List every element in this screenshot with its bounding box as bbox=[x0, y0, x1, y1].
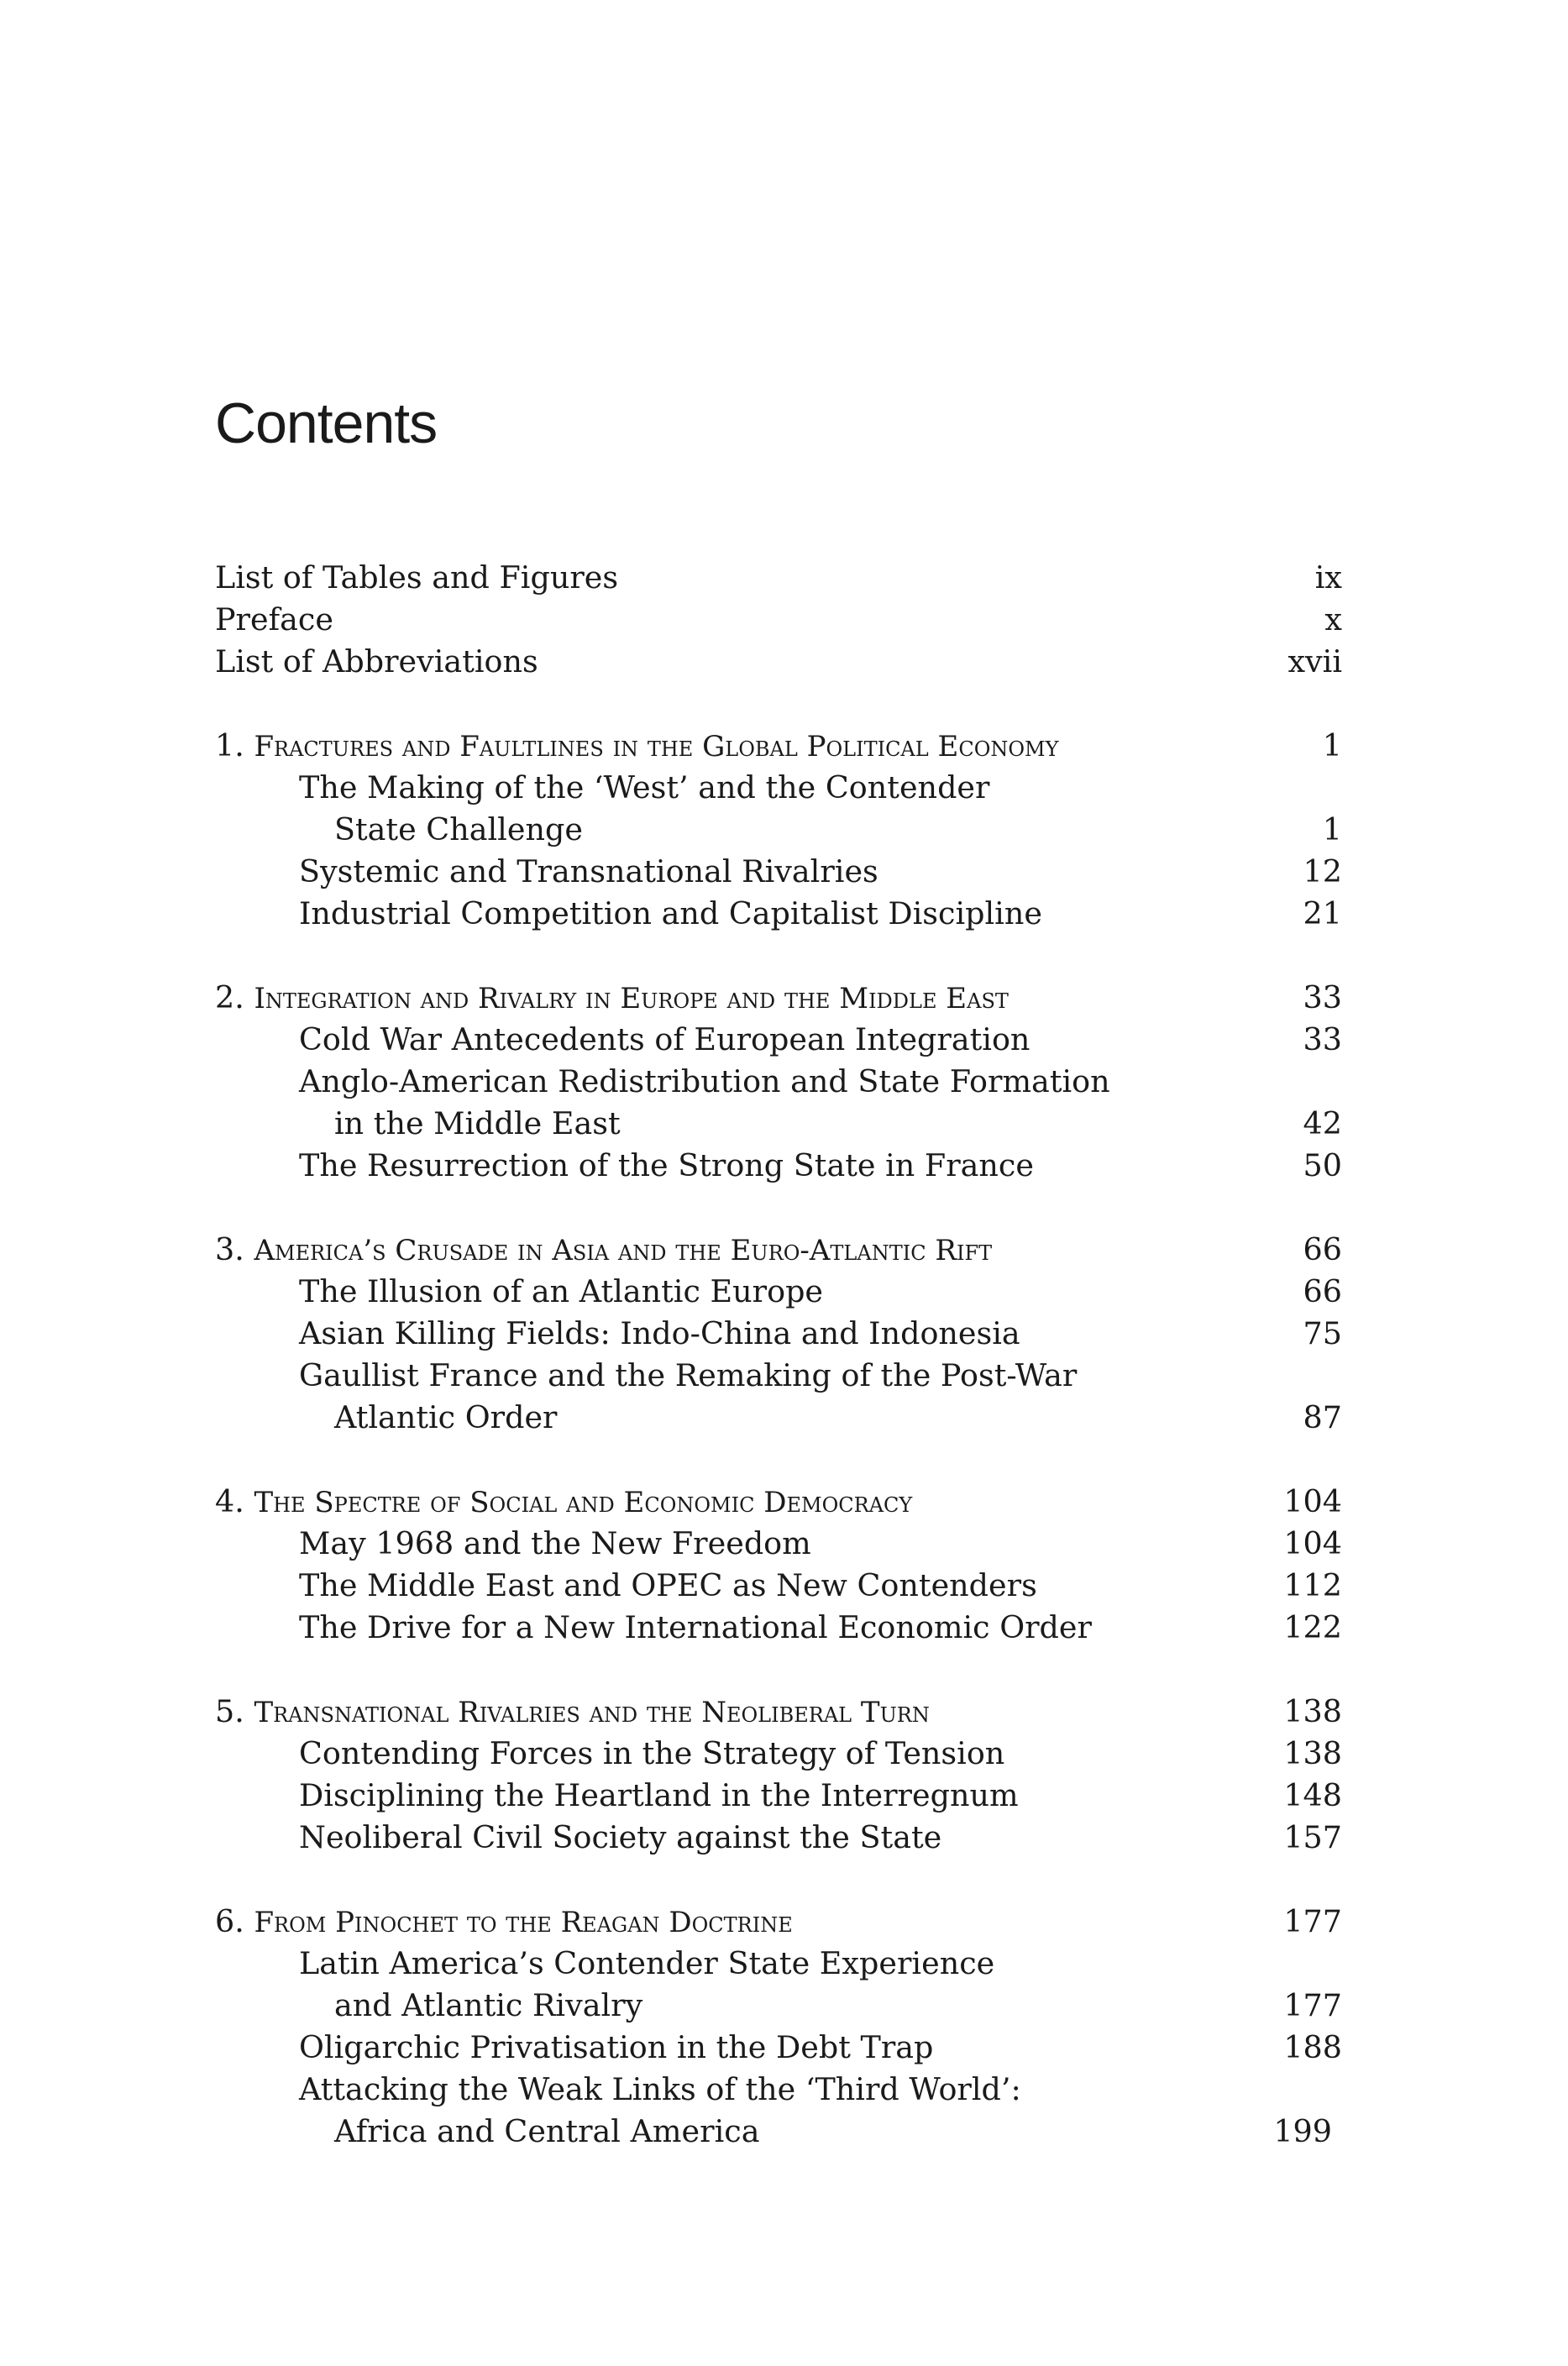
section-entry bbox=[215, 2069, 1342, 2111]
chapter-title: Transnational Rivalries and the Neoliberal Turn bbox=[254, 1696, 930, 1729]
section-entry bbox=[215, 1523, 1342, 1565]
entry-label: List of Abbreviations bbox=[215, 643, 538, 679]
chapter-number: 4. bbox=[215, 1483, 244, 1519]
section-page: 138 bbox=[1283, 1735, 1342, 1771]
chapter-heading bbox=[215, 1229, 1342, 1271]
section-title-continued: and Atlantic Rivalry bbox=[334, 1987, 643, 2023]
entry-label: List of Tables and Figures bbox=[215, 559, 619, 595]
section-entry bbox=[215, 1817, 1342, 1859]
section-page: 177 bbox=[1283, 1987, 1342, 2023]
section-entry-continued bbox=[215, 1397, 1342, 1439]
section-title: The Drive for a New International Economic Order bbox=[299, 1609, 1092, 1645]
section-entry bbox=[215, 1145, 1342, 1187]
section-title: Systemic and Transnational Rivalries bbox=[299, 853, 878, 889]
section-page: 87 bbox=[1303, 1399, 1342, 1435]
chapter-number: 6. bbox=[215, 1903, 244, 1939]
chapter-page: 33 bbox=[1303, 979, 1342, 1015]
section-page: 112 bbox=[1283, 1567, 1342, 1603]
section-title-continued: in the Middle East bbox=[334, 1105, 621, 1141]
section-page: 42 bbox=[1303, 1105, 1342, 1141]
section-title: Latin America’s Contender State Experience bbox=[299, 1945, 995, 1981]
section-title: Cold War Antecedents of European Integration bbox=[299, 1021, 1030, 1057]
section-title: The Making of the ‘West’ and the Contender bbox=[299, 769, 990, 805]
entry-page: xvii bbox=[1287, 643, 1342, 679]
section-title: May 1968 and the New Freedom bbox=[299, 1525, 811, 1561]
section-title: Asian Killing Fields: Indo-China and Indonesia bbox=[299, 1315, 1020, 1351]
section-page: 188 bbox=[1283, 2029, 1342, 2065]
section-title-continued: Africa and Central America bbox=[334, 2113, 760, 2149]
section-entry bbox=[215, 1565, 1342, 1607]
section-title: Gaullist France and the Remaking of the Post-War bbox=[299, 1357, 1078, 1393]
section-title: Industrial Competition and Capitalist Discipline bbox=[299, 895, 1042, 931]
section-page: 12 bbox=[1303, 853, 1342, 889]
chapter-number: 5. bbox=[215, 1693, 244, 1729]
section-entry-continued bbox=[215, 2111, 1342, 2153]
section-page: 122 bbox=[1283, 1609, 1342, 1645]
section-title: Attacking the Weak Links of the ‘Third World’: bbox=[299, 2071, 1021, 2107]
chapter-page: 138 bbox=[1283, 1693, 1342, 1729]
section-entry-continued bbox=[215, 1103, 1342, 1145]
section-title: The Middle East and OPEC as New Contenders bbox=[299, 1567, 1037, 1603]
table-of-contents bbox=[215, 557, 1342, 2153]
section-entry bbox=[215, 1313, 1342, 1355]
section-page: 157 bbox=[1283, 1819, 1342, 1855]
section-entry bbox=[215, 1271, 1342, 1313]
chapter-page: 104 bbox=[1283, 1483, 1342, 1519]
section-title: Disciplining the Heartland in the Interregnum bbox=[299, 1777, 1019, 1813]
chapter-heading bbox=[215, 725, 1342, 767]
chapter-heading bbox=[215, 1901, 1342, 1943]
chapter-title: Fractures and Faultlines in the Global Political Economy bbox=[254, 730, 1059, 763]
chapter-title: The Spectre of Social and Economic Democracy bbox=[254, 1486, 913, 1519]
toc-entry-front bbox=[215, 641, 1342, 683]
entry-label: Preface bbox=[215, 601, 333, 637]
section-entry bbox=[215, 1733, 1342, 1775]
toc-entry-front bbox=[215, 557, 1342, 599]
chapter-page: 177 bbox=[1283, 1903, 1342, 1939]
section-title: The Resurrection of the Strong State in France bbox=[299, 1147, 1034, 1183]
chapter-heading bbox=[215, 1691, 1342, 1733]
chapter-title: Integration and Rivalry in Europe and the Middle East bbox=[254, 982, 1009, 1015]
section-page: 199 bbox=[1273, 2113, 1332, 2149]
chapter-page: 1 bbox=[1322, 727, 1342, 763]
toc-entry-front bbox=[215, 599, 1342, 641]
section-entry bbox=[215, 2027, 1342, 2069]
section-entry-continued bbox=[215, 809, 1342, 851]
section-entry bbox=[215, 1607, 1342, 1649]
chapter-page: 66 bbox=[1303, 1231, 1342, 1267]
section-title: Neoliberal Civil Society against the State bbox=[299, 1819, 942, 1855]
chapter-number: 3. bbox=[215, 1231, 244, 1267]
section-entry bbox=[215, 1355, 1342, 1397]
section-title-continued: Atlantic Order bbox=[334, 1399, 558, 1435]
section-entry bbox=[215, 851, 1342, 893]
chapter-number: 1. bbox=[215, 727, 244, 763]
section-entry bbox=[215, 1061, 1342, 1103]
section-page: 75 bbox=[1303, 1315, 1342, 1351]
section-title-continued: State Challenge bbox=[334, 811, 583, 847]
section-entry bbox=[215, 1943, 1342, 1985]
section-page: 50 bbox=[1303, 1147, 1342, 1183]
section-title: The Illusion of an Atlantic Europe bbox=[299, 1273, 824, 1309]
chapter-title: From Pinochet to the Reagan Doctrine bbox=[254, 1906, 793, 1939]
chapter-heading bbox=[215, 977, 1342, 1019]
chapter-number: 2. bbox=[215, 979, 244, 1015]
chapter-title: America’s Crusade in Asia and the Euro-Atlantic Rift bbox=[254, 1234, 993, 1267]
section-entry bbox=[215, 1775, 1342, 1817]
section-entry bbox=[215, 893, 1342, 935]
section-page: 1 bbox=[1322, 811, 1342, 847]
section-page: 33 bbox=[1303, 1021, 1342, 1057]
entry-page: ix bbox=[1314, 559, 1342, 595]
page-title: Contents bbox=[215, 391, 438, 455]
section-title: Anglo-American Redistribution and State Formation bbox=[299, 1063, 1110, 1099]
section-page: 148 bbox=[1283, 1777, 1342, 1813]
section-title: Contending Forces in the Strategy of Tension bbox=[299, 1735, 1005, 1771]
section-page: 21 bbox=[1303, 895, 1342, 931]
section-title: Oligarchic Privatisation in the Debt Trap bbox=[299, 2029, 934, 2065]
section-entry-continued bbox=[215, 1985, 1342, 2027]
section-entry bbox=[215, 1019, 1342, 1061]
section-page: 66 bbox=[1303, 1273, 1342, 1309]
section-entry bbox=[215, 767, 1342, 809]
entry-page: x bbox=[1324, 601, 1342, 637]
section-page: 104 bbox=[1283, 1525, 1342, 1561]
chapter-heading bbox=[215, 1481, 1342, 1523]
